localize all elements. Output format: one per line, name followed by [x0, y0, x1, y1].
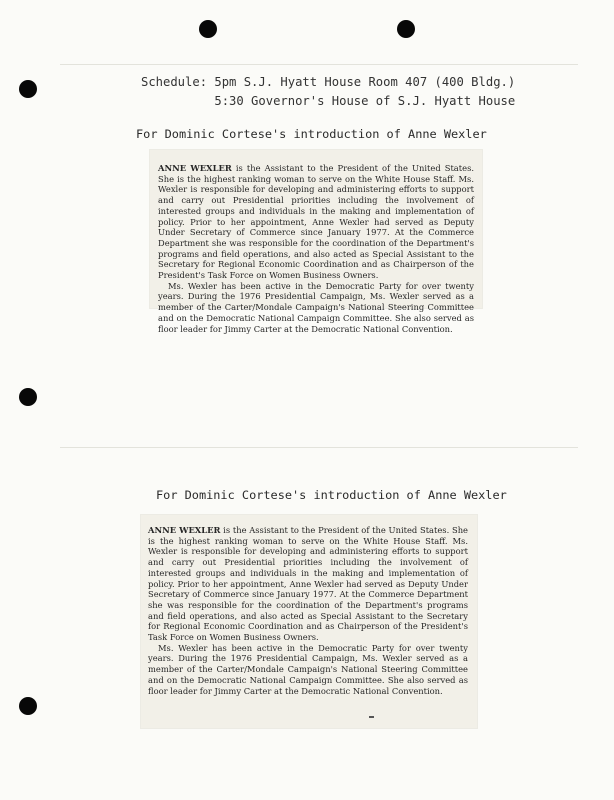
bio-paragraph-2: Ms. Wexler has been active in the Democratic Party for over twenty years. During the 1976 Presidential Campaign, Ms. Wexler served as a member of the Carter/Mondale Campaign's National Steering Committee and on the Democratic National Campaign Committee. She also served as floor leader for Jimmy Carter at the Democratic National Convention. — [148, 642, 468, 696]
bio-paragraph-1 — [148, 525, 468, 643]
page-fold-middle — [60, 447, 578, 448]
binder-hole-left-middle — [19, 388, 37, 406]
page-fold-top — [60, 64, 578, 65]
bio-text-top — [158, 163, 474, 334]
schedule-line-1: Schedule: 5pm S.J. Hyatt House Room 407 (400 Bldg.) — [141, 75, 516, 89]
bio-paragraph-2: Ms. Wexler has been active in the Democratic Party for over twenty years. During the 1976 Presidential Campaign, Ms. Wexler served as a member of the Carter/Mondale Campaign's National Steering Committee and on the Democratic National Campaign Committee. She also served as floor leader for Jimmy Carter at the Democratic National Convention. — [158, 280, 474, 334]
bio-paragraph-1-text: is the Assistant to the President of the United States. She is the highest ranking woman to serve on the White House Staff. Ms. Wexler is responsible for developing and administering efforts to support and carry out Presidential priorities including the involvement of interested groups and individuals in the making and implementation of policy. Prior to her appointment, Anne Wexler had served as Deputy Under Secretary of Commerce since January 1977. At the Commerce Department she was responsible for the coordination of the Department's programs and field operations, and also acted as Special Assistant to the Secretary for Regional Economic Coordination and as Chairperson of the President's Task Force on Women Business Owners. — [158, 163, 474, 281]
bio-name: ANNE WEXLER — [148, 525, 221, 535]
bio-paragraph-1-text: is the Assistant to the President of the United States. She is the highest ranking woman to serve on the White House Staff. Ms. Wexler is responsible for developing and administering efforts to support and carry out Presidential priorities including the involvement of interested groups and individuals in the making and implementation of policy. Prior to her appointment, Anne Wexler had served as Deputy Under Secretary of Commerce since January 1977. At the Commerce Department she was responsible for the coordination of the Department's programs and field operations, and also acted as Special Assistant to the Secretary for Regional Economic Coordination and as Chairperson of the President's Task Force on Women Business Owners. — [148, 525, 468, 643]
schedule-note — [141, 73, 515, 111]
intro-heading-top: For Dominic Cortese's introduction of Anne Wexler — [136, 127, 487, 141]
binder-hole-top-left — [199, 20, 217, 38]
binder-hole-left-lower — [19, 697, 37, 715]
bio-text-bottom — [148, 525, 468, 696]
schedule-line-2: 5:30 Governor's House of S.J. Hyatt House — [141, 94, 516, 108]
bio-paragraph-1 — [158, 163, 474, 281]
intro-heading-bottom: For Dominic Cortese's introduction of Anne Wexler — [156, 488, 507, 502]
stray-mark — [369, 716, 374, 718]
binder-hole-top-right — [397, 20, 415, 38]
binder-hole-left-upper — [19, 80, 37, 98]
bio-name: ANNE WEXLER — [158, 163, 232, 173]
